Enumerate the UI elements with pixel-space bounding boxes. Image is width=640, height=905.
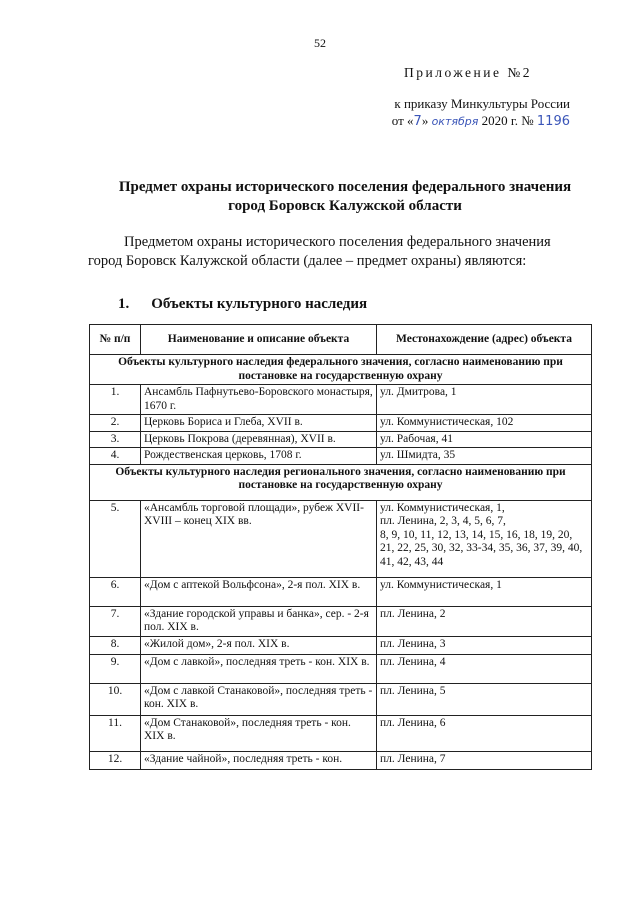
order-reference-line1: к приказу Минкультуры России — [394, 96, 570, 111]
row-number: 5. — [90, 500, 141, 577]
handwritten-order-number: 1196 — [536, 114, 570, 129]
group-row-regional — [90, 464, 592, 500]
order-year: 2020 г. № — [481, 113, 534, 128]
header-address: Местонахождение (адрес) объекта — [377, 325, 592, 355]
section-number: 1. — [118, 296, 130, 312]
row-number: 4. — [90, 448, 141, 465]
order-date-mid: » — [421, 113, 429, 128]
row-name: «Дом с лавкой Станаковой», последняя треть - кон. XIX в. — [141, 683, 377, 715]
heritage-objects-table — [89, 324, 592, 770]
table-row — [90, 500, 592, 577]
section-heading — [118, 296, 367, 313]
group-row-federal — [90, 355, 592, 385]
row-number: 12. — [90, 751, 141, 769]
table-row — [90, 636, 592, 654]
row-address: пл. Ленина, 4 — [377, 654, 592, 683]
row-name: «Дом Станаковой», последняя треть - кон. XIX в. — [141, 715, 377, 751]
table-row — [90, 715, 592, 751]
intro-paragraph: Предметом охраны исторического поселения федерального значения — [124, 234, 551, 250]
table-row — [90, 606, 592, 636]
page-number: 52 — [314, 36, 326, 50]
row-name: «Жилой дом», 2-я пол. XIX в. — [141, 636, 377, 654]
row-address: пл. Ленина, 6 — [377, 715, 592, 751]
document-title-line1: Предмет охраны исторического поселения федерального значения — [118, 179, 572, 195]
appendix-title: Приложение №2 — [404, 65, 532, 80]
handwritten-month: октября — [431, 115, 479, 128]
row-name: Ансамбль Пафнутьево-Боровского монастыря, 1670 г. — [141, 385, 377, 415]
group-regional-label: Объекты культурного наследия регионального значения, согласно наименованию при постановке на государственную охрану — [90, 464, 592, 500]
row-number: 3. — [90, 431, 141, 448]
table-row — [90, 385, 592, 415]
order-reference — [384, 95, 570, 130]
row-number: 6. — [90, 577, 141, 606]
row-name: «Дом с аптекой Вольфсона», 2-я пол. XIX в. — [141, 577, 377, 606]
row-address: пл. Ленина, 2 — [377, 606, 592, 636]
header-number: № п/п — [90, 325, 141, 355]
row-address: ул. Коммунистическая, 1 — [377, 577, 592, 606]
row-number: 11. — [90, 715, 141, 751]
row-address: ул. Рабочая, 41 — [377, 431, 592, 448]
row-name: «Здание городской управы и банка», сер. - 2-я пол. XIX в. — [141, 606, 377, 636]
row-name: Церковь Покрова (деревянная), XVII в. — [141, 431, 377, 448]
row-name: «Здание чайной», последняя треть - кон. — [141, 751, 377, 769]
row-name: Церковь Бориса и Глеба, XVII в. — [141, 415, 377, 432]
table-row — [90, 448, 592, 465]
group-federal-label: Объекты культурного наследия федерального значения, согласно наименованию при постановке на государственную охрану — [90, 355, 592, 385]
row-number: 1. — [90, 385, 141, 415]
row-number: 2. — [90, 415, 141, 432]
section-title: Объекты культурного наследия — [151, 296, 368, 312]
table-row — [90, 415, 592, 432]
row-address: пл. Ленина, 5 — [377, 683, 592, 715]
row-name: Рождественская церковь, 1708 г. — [141, 448, 377, 465]
row-address: ул. Коммунистическая, 1, пл. Ленина, 2, 3, 4, 5, 6, 7, 8, 9, 10, 11, 12, 13, 14, 15, 16, 18, 19, 20, 21, 22, 25, 30, 32, 33-34, 35, 36, 37, 39, 40, 41, 42, 43, 44 — [377, 500, 592, 577]
row-number: 10. — [90, 683, 141, 715]
table-row — [90, 577, 592, 606]
table-row — [90, 654, 592, 683]
row-number: 9. — [90, 654, 141, 683]
row-name: «Дом с лавкой», последняя треть - кон. XIX в. — [141, 654, 377, 683]
order-reference-line2 — [384, 112, 570, 130]
handwritten-day: 7 — [413, 114, 422, 129]
order-date-prefix: от « — [391, 113, 414, 128]
document-title-line2: город Боровск Калужской области — [228, 198, 462, 214]
table-header-row — [90, 325, 592, 355]
intro-paragraph-line2: город Боровск Калужской области (далее – предмет охраны) являются: — [88, 253, 527, 269]
row-address: ул. Дмитрова, 1 — [377, 385, 592, 415]
header-name: Наименование и описание объекта — [141, 325, 377, 355]
row-address: пл. Ленина, 3 — [377, 636, 592, 654]
row-address: ул. Шмидта, 35 — [377, 448, 592, 465]
table-row — [90, 751, 592, 769]
table-row — [90, 683, 592, 715]
row-number: 8. — [90, 636, 141, 654]
table-row — [90, 431, 592, 448]
row-address: пл. Ленина, 7 — [377, 751, 592, 769]
document-title — [60, 178, 630, 216]
row-name: «Ансамбль торговой площади», рубеж XVII-XVIII – конец XIX вв. — [141, 500, 377, 577]
row-address: ул. Коммунистическая, 102 — [377, 415, 592, 432]
row-number: 7. — [90, 606, 141, 636]
